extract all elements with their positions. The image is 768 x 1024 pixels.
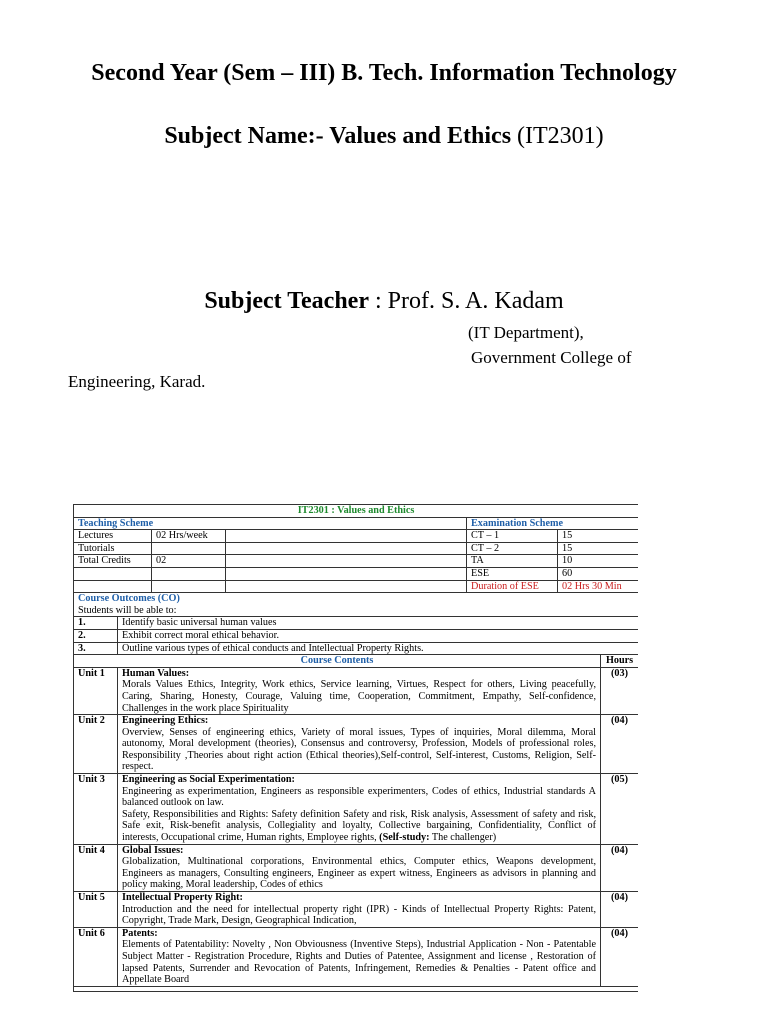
unit-title: Intellectual Property Right: xyxy=(122,892,243,903)
subject-label: Subject Name xyxy=(164,123,308,149)
teaching-value: 02 Hrs/week xyxy=(152,530,226,543)
subject-line xyxy=(0,123,768,150)
subject-name: Values and Ethics xyxy=(329,123,512,149)
outcome-text: Identify basic universal human values xyxy=(118,617,639,630)
scheme-row xyxy=(74,530,639,543)
teacher-separator: : xyxy=(369,288,388,314)
unit-content xyxy=(118,927,601,986)
unit-content xyxy=(118,892,601,928)
unit-hours: (04) xyxy=(601,844,639,891)
college-line-2: Engineering, Karad. xyxy=(68,372,206,391)
course-contents-label: Course Contents xyxy=(74,655,601,668)
unit-hours: (03) xyxy=(601,667,639,714)
exam-scheme-label: Examination Scheme xyxy=(467,517,639,530)
unit-row xyxy=(74,667,639,714)
unit-content xyxy=(118,844,601,891)
unit-content xyxy=(118,715,601,774)
teacher-name: Prof. S. A. Kadam xyxy=(387,288,564,314)
unit-hours: (04) xyxy=(601,715,639,774)
unit-label: Unit 3 xyxy=(74,774,118,845)
unit-content xyxy=(118,774,601,845)
unit-title: Global Issues: xyxy=(122,844,184,856)
unit-label: Unit 1 xyxy=(74,667,118,714)
unit-row xyxy=(74,715,639,774)
subject-code: (IT2301) xyxy=(517,123,604,149)
unit-text: Elements of Patentability: Novelty , Non Obviousness (Inventive Steps), Industrial Application - Non - Patentable Subject Matter - Registration Procedure, Rights and Duties of Patentee, Assignment and license , Restoration of lapsed Patents, Surrender and Revocation of Patents, Infringement, Remedies & Penalties - Patent office and Appellate Board xyxy=(122,939,596,986)
unit-label: Unit 2 xyxy=(74,715,118,774)
outcome-row xyxy=(74,642,639,655)
teaching-label: Total Credits xyxy=(74,555,152,568)
syllabus-title: IT2301 : Values and Ethics xyxy=(74,505,639,518)
exam-value: 02 Hrs 30 Min xyxy=(558,580,639,593)
unit-text: Globalization, Multinational corporations, Environmental ethics, Computer ethics, Weapons development, Engineers as managers, Consulting engineers, Engineer as expert witness, Engineers as advisors in planning and policy making, Moral leadership, Codes of ethics xyxy=(122,856,596,891)
exam-label: CT – 2 xyxy=(467,542,558,555)
teacher-line xyxy=(0,288,768,315)
scheme-row xyxy=(74,567,639,580)
teaching-label: Lectures xyxy=(74,530,152,543)
unit-text: Engineering as experimentation, Engineers as responsible experimenters, Codes of ethics, Industrial standards A balanced outlook on law. xyxy=(122,785,596,809)
course-outcomes-block xyxy=(74,593,639,617)
scheme-row xyxy=(74,542,639,555)
subject-separator: :- xyxy=(307,123,330,149)
college-line-1: Government College of xyxy=(471,348,632,367)
unit-title: Patents: xyxy=(122,927,158,939)
unit-title: Engineering Ethics: xyxy=(122,715,209,727)
teaching-label: Tutorials xyxy=(74,542,152,555)
outcome-number: 3. xyxy=(74,642,118,655)
unit-text: Overview, Senses of engineering ethics, Variety of moral issues, Types of inquiries, Moral dilemma, Moral autonomy, Moral development (theories), Consensus and controversy, Profession, Models of professional roles, Responsibility ,Theories about right action (Ethical theories),Self-control, Self-interest, Customs, Religion, Self-respect. xyxy=(122,726,596,773)
teacher-label: Subject Teacher xyxy=(204,288,369,314)
unit-hours: (05) xyxy=(601,774,639,845)
unit-row xyxy=(74,844,639,891)
scheme-row xyxy=(74,580,639,593)
exam-value: 60 xyxy=(558,567,639,580)
exam-label: Duration of ESE xyxy=(467,580,558,593)
exam-value: 15 xyxy=(558,542,639,555)
unit-text: Introduction and the need for intellectual property right (IPR) - Kinds of Intellectual Property Rights: Patent, Copyright, Trade Mark, Design, Geographical Indication, xyxy=(122,903,596,927)
unit-title: Human Values: xyxy=(122,667,190,679)
document-title: Second Year (Sem – III) B. Tech. Information Technology xyxy=(91,60,677,86)
scheme-row xyxy=(74,555,639,568)
unit-row xyxy=(74,774,639,845)
outcome-row xyxy=(74,617,639,630)
hours-label: Hours xyxy=(601,655,639,668)
unit-label: Unit 5 xyxy=(74,892,118,928)
unit-hours: (04) xyxy=(601,927,639,986)
unit-row xyxy=(74,927,639,986)
self-study-label: (Self-study: xyxy=(379,832,430,844)
exam-value: 10 xyxy=(558,555,639,568)
course-outcomes-intro: Students will be able to: xyxy=(78,604,177,616)
department: (IT Department), xyxy=(468,323,584,342)
syllabus-table-image xyxy=(73,504,638,997)
self-study-text: The challenger) xyxy=(429,832,497,844)
teaching-value xyxy=(152,542,226,555)
outcome-row xyxy=(74,629,639,642)
unit-text: Morals Values Ethics, Integrity, Work ethics, Service learning, Virtues, Respect for others, Living peacefully, Caring, Sharing, Honesty, Courage, Valuing time, Cooperation, Commitment, Empathy, Self-confidence, Challenges in the work place Spirituality xyxy=(122,679,596,714)
unit-content xyxy=(118,667,601,714)
exam-value: 15 xyxy=(558,530,639,543)
teaching-value: 02 xyxy=(152,555,226,568)
unit-title: Engineering as Social Experimentation: xyxy=(122,774,295,786)
outcome-number: 1. xyxy=(74,617,118,630)
unit-row xyxy=(74,892,639,928)
outcome-text: Exhibit correct moral ethical behavior. xyxy=(118,629,639,642)
unit-label: Unit 4 xyxy=(74,844,118,891)
exam-label: ESE xyxy=(467,567,558,580)
course-outcomes-label: Course Outcomes (CO) xyxy=(78,593,180,605)
unit-hours: (04) xyxy=(601,892,639,928)
unit-text-safety: Safety, Responsibilities and Rights: Safety definition Safety and risk, Risk analysis, Assessment of safety and risk, Safe exit, Risk-benefit analysis, Collegiality and loyalty, Collective bargaining, Confidentiality, Conflict of interests, Occupational crime, Human rights, Employee rights, xyxy=(122,808,596,844)
exam-label: CT – 1 xyxy=(467,530,558,543)
unit-label: Unit 6 xyxy=(74,927,118,986)
syllabus-table xyxy=(73,504,638,992)
unit-text-2 xyxy=(122,809,596,844)
outcome-number: 2. xyxy=(74,629,118,642)
teaching-scheme-label: Teaching Scheme xyxy=(74,517,467,530)
exam-label: TA xyxy=(467,555,558,568)
outcome-text: Outline various types of ethical conducts and Intellectual Property Rights. xyxy=(118,642,639,655)
